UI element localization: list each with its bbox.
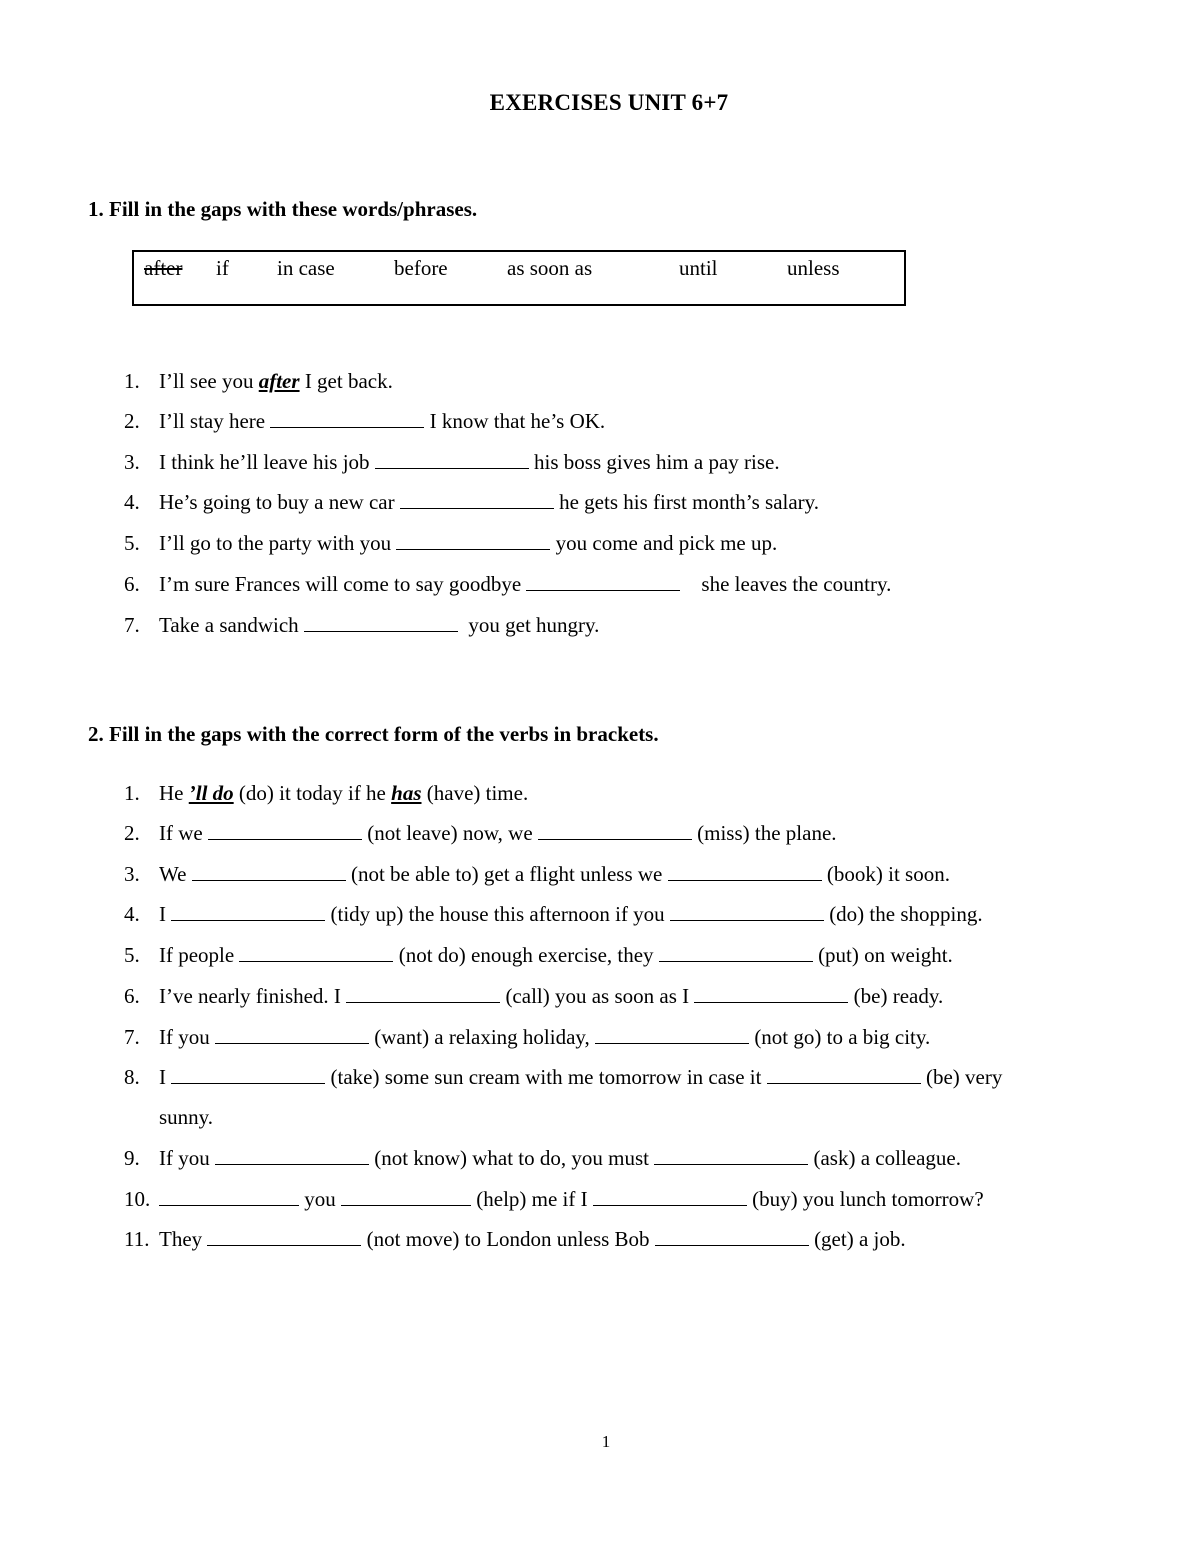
item-number: 4. [124, 902, 140, 926]
ex2-item-7 [124, 1024, 930, 1050]
answer-blank[interactable] [159, 1189, 299, 1206]
ex2-item-2 [124, 820, 837, 846]
item-text: (call) you as soon as I [500, 984, 695, 1008]
item-text: I get back. [299, 369, 393, 393]
word-as-soon-as: as soon as [507, 256, 593, 280]
item-text: (buy) you lunch tomorrow? [746, 1187, 984, 1211]
item-text: Take a sandwich [159, 613, 304, 637]
ex1-item-3 [124, 449, 780, 475]
item-number: 8. [124, 1065, 140, 1089]
item-text: (miss) the plane. [691, 821, 837, 845]
item-text: I’ll see you [159, 369, 259, 393]
item-text: (not move) to London unless Bob [361, 1227, 655, 1251]
answer-example: ’ll do [188, 781, 234, 805]
item-number: 2. [124, 409, 140, 433]
item-number: 6. [124, 984, 140, 1008]
answer-blank[interactable] [346, 986, 500, 1003]
item-text: If you [159, 1025, 215, 1049]
item-text: If you [159, 1146, 215, 1170]
item-text: (tidy up) the house this afternoon if you [325, 902, 670, 926]
page-title: EXERCISES UNIT 6+7 [489, 90, 729, 115]
word-unless: unless [787, 256, 840, 280]
item-text: I’ll stay here [159, 409, 271, 433]
item-text: you [299, 1187, 341, 1211]
ex1-item-4 [124, 489, 819, 515]
item-text: He [159, 781, 189, 805]
item-text: They [159, 1227, 208, 1251]
item-text: (get) a job. [808, 1227, 906, 1251]
item-number: 2. [124, 821, 140, 845]
answer-blank[interactable] [341, 1189, 471, 1206]
item-text: (be) very [920, 1065, 1003, 1089]
item-text: (not be able to) get a flight unless we [345, 862, 668, 886]
item-text: (do) it today if he [233, 781, 392, 805]
answer-blank[interactable] [668, 864, 822, 881]
item-number: 3. [124, 862, 140, 886]
answer-blank[interactable] [595, 1027, 749, 1044]
item-text: (do) the shopping. [823, 902, 983, 926]
item-text: (not leave) now, we [361, 821, 538, 845]
ex2-item-8 [124, 1064, 1002, 1090]
item-number: 5. [124, 531, 140, 555]
answer-example: has [391, 781, 422, 805]
word-after: after [144, 256, 183, 280]
item-number: 5. [124, 943, 140, 967]
answer-blank[interactable] [239, 945, 393, 962]
item-text: He’s going to buy a new car [159, 490, 400, 514]
ex1-item-1 [124, 368, 393, 394]
item-text: she leaves the country. [680, 572, 892, 596]
answer-blank[interactable] [208, 823, 362, 840]
item-text: I think he’ll leave his job [159, 450, 375, 474]
item-text: (ask) a colleague. [808, 1146, 961, 1170]
item-text: (book) it soon. [821, 862, 950, 886]
word-if: if [216, 256, 229, 280]
item-number: 7. [124, 1025, 140, 1049]
answer-blank[interactable] [400, 492, 554, 509]
item-text: I [159, 902, 172, 926]
item-text: If we [159, 821, 208, 845]
answer-blank[interactable] [375, 452, 529, 469]
answer-blank[interactable] [171, 904, 325, 921]
item-text: We [159, 862, 192, 886]
ex2-item-6 [124, 983, 943, 1009]
item-text: I [159, 1065, 172, 1089]
item-number: 7. [124, 613, 140, 637]
item-text: (not go) to a big city. [749, 1025, 931, 1049]
item-text: I’ll go to the party with you [159, 531, 397, 555]
ex1-item-5 [124, 530, 777, 556]
item-text: I’ve nearly finished. I [159, 984, 347, 1008]
answer-blank[interactable] [593, 1189, 747, 1206]
ex2-item-9 [124, 1145, 961, 1171]
answer-blank[interactable] [526, 574, 680, 591]
item-text: he gets his first month’s salary. [553, 490, 820, 514]
ex2-item-1 [124, 780, 528, 806]
item-text: I’m sure Frances will come to say goodbye [159, 572, 527, 596]
item-number: 3. [124, 450, 140, 474]
item-text: If people [159, 943, 240, 967]
item-text: (put) on weight. [812, 943, 953, 967]
item-text: you come and pick me up. [550, 531, 778, 555]
ex2-item-4 [124, 901, 983, 927]
item-text: (want) a relaxing holiday, [369, 1025, 596, 1049]
item-number: 4. [124, 490, 140, 514]
answer-blank[interactable] [767, 1067, 921, 1084]
answer-blank[interactable] [694, 986, 848, 1003]
exercise-2-heading: 2. Fill in the gaps with the correct form of the verbs in brackets. [88, 722, 659, 746]
item-text: (help) me if I [471, 1187, 593, 1211]
word-before: before [394, 256, 448, 280]
word-box [132, 250, 906, 306]
item-number: 1. [124, 369, 140, 393]
answer-blank[interactable] [207, 1229, 361, 1246]
item-text: (be) ready. [848, 984, 944, 1008]
item-text: (take) some sun cream with me tomorrow in case it [325, 1065, 767, 1089]
answer-blank[interactable] [171, 1067, 325, 1084]
ex1-item-7 [124, 612, 599, 638]
item-number: 1. [124, 781, 140, 805]
answer-blank[interactable] [670, 904, 824, 921]
answer-blank[interactable] [192, 864, 346, 881]
item-text: I know that he’s OK. [424, 409, 606, 433]
answer-blank[interactable] [659, 945, 813, 962]
item-number: 10. [124, 1187, 151, 1211]
item-number: 11. [124, 1227, 150, 1251]
word-until: until [679, 256, 718, 280]
item-text: (not do) enough exercise, they [393, 943, 659, 967]
ex2-item-10 [124, 1186, 984, 1212]
item-text: his boss gives him a pay rise. [528, 450, 780, 474]
ex2-item-11 [124, 1226, 906, 1252]
item-number: 6. [124, 572, 140, 596]
answer-blank[interactable] [304, 615, 458, 632]
ex2-item-3 [124, 861, 950, 887]
answer-blank[interactable] [270, 411, 424, 428]
ex2-item-8-continuation: sunny. [159, 1105, 214, 1129]
item-text: you get hungry. [457, 613, 600, 637]
ex2-item-5 [124, 942, 953, 968]
exercise-1-heading: 1. Fill in the gaps with these words/phrases. [88, 197, 478, 221]
answer-blank[interactable] [655, 1229, 809, 1246]
item-text: (not know) what to do, you must [369, 1146, 655, 1170]
answer-blank[interactable] [215, 1148, 369, 1165]
ex1-item-2 [124, 408, 605, 434]
answer-blank[interactable] [215, 1027, 369, 1044]
answer-blank[interactable] [396, 533, 550, 550]
item-number: 9. [124, 1146, 140, 1170]
page-number: 1 [601, 1432, 611, 1451]
item-text: (have) time. [421, 781, 529, 805]
word-in-case: in case [277, 256, 335, 280]
ex1-item-6 [124, 571, 891, 597]
answer-blank[interactable] [538, 823, 692, 840]
answer-example: after [258, 369, 300, 393]
answer-blank[interactable] [654, 1148, 808, 1165]
